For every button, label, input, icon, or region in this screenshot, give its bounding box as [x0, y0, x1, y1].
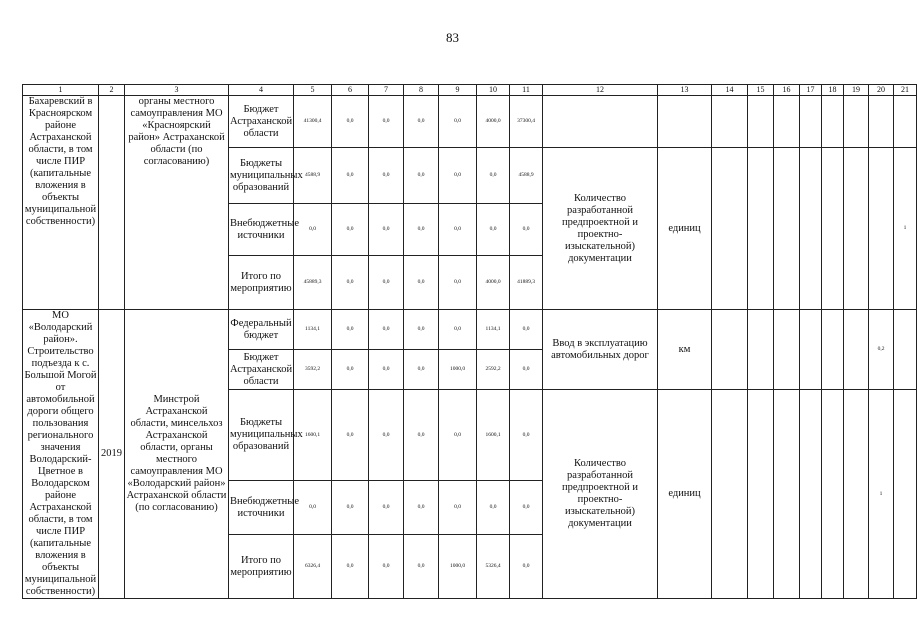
header-cell: 6 — [332, 85, 369, 96]
funding-source-cell: Внебюджетные источники — [229, 481, 294, 535]
header-cell: 14 — [712, 85, 748, 96]
unit-cell: км — [658, 310, 712, 390]
value-cell: 2592,2 — [477, 350, 510, 390]
year-value-cell — [712, 96, 748, 148]
page-number: 83 — [446, 30, 459, 45]
header-cell: 11 — [510, 85, 543, 96]
year-value-cell — [748, 96, 774, 148]
year-cell: 2019 — [99, 310, 125, 599]
year-value-cell — [748, 310, 774, 390]
year-value-cell — [774, 310, 800, 390]
indicator-cell: Ввод в эксплуатацию автомобильных дорог — [543, 310, 658, 390]
header-cell: 8 — [404, 85, 439, 96]
year-value-cell: 0,2 — [869, 310, 894, 390]
value-cell: 0,0 — [369, 310, 404, 350]
value-cell: 3592,2 — [294, 350, 332, 390]
unit-cell: единиц — [658, 390, 712, 599]
header-cell: 5 — [294, 85, 332, 96]
value-cell: 0,0 — [404, 310, 439, 350]
value-cell: 0,0 — [477, 204, 510, 256]
value-cell: 0,0 — [439, 204, 477, 256]
value-cell: 0,0 — [439, 481, 477, 535]
year-value-cell — [844, 390, 869, 599]
indicator-cell: Количество разработанной предпроектной и проектно-изыскательной) документации — [543, 390, 658, 599]
year-value-cell — [712, 310, 748, 390]
value-cell: 0,0 — [294, 481, 332, 535]
value-cell: 0,0 — [332, 535, 369, 599]
year-value-cell — [800, 310, 822, 390]
value-cell: 0,0 — [369, 256, 404, 310]
header-cell: 19 — [844, 85, 869, 96]
value-cell: 0,0 — [439, 148, 477, 204]
value-cell: 0,0 — [369, 204, 404, 256]
table-row — [23, 96, 917, 148]
header-cell: 12 — [543, 85, 658, 96]
value-cell: 0,0 — [404, 148, 439, 204]
indicator-cell: Количество разработанной предпроектной и проектно-изыскательной) документации — [543, 148, 658, 310]
program-table — [22, 84, 917, 599]
year-value-cell: 1 — [894, 148, 917, 310]
year-value-cell — [774, 390, 800, 599]
year-value-cell — [748, 148, 774, 310]
funding-source-cell: Итого по мероприятию — [229, 535, 294, 599]
funding-source-cell: Федеральный бюджет — [229, 310, 294, 350]
value-cell: 0,0 — [510, 204, 543, 256]
value-cell: 0,0 — [332, 350, 369, 390]
value-cell: 1000,0 — [439, 535, 477, 599]
year-value-cell — [822, 148, 844, 310]
year-value-cell — [822, 96, 844, 148]
header-cell: 16 — [774, 85, 800, 96]
year-value-cell — [894, 310, 917, 390]
value-cell: 0,0 — [369, 390, 404, 481]
funding-source-cell: Бюджеты муниципальных образований — [229, 148, 294, 204]
value-cell: 6326,4 — [294, 535, 332, 599]
value-cell: 0,0 — [439, 256, 477, 310]
executor-cell: органы местного самоуправления МО «Красноярский район» Астраханской области (по согласованию) — [125, 96, 229, 310]
value-cell: 0,0 — [439, 96, 477, 148]
value-cell: 1134,1 — [477, 310, 510, 350]
header-cell: 10 — [477, 85, 510, 96]
value-cell: 0,0 — [404, 350, 439, 390]
value-cell: 1600,1 — [477, 390, 510, 481]
value-cell: 0,0 — [477, 148, 510, 204]
value-cell: 0,0 — [369, 535, 404, 599]
value-cell: 4000,0 — [477, 96, 510, 148]
value-cell: 0,0 — [369, 148, 404, 204]
value-cell: 0,0 — [332, 390, 369, 481]
header-cell: 9 — [439, 85, 477, 96]
value-cell: 0,0 — [404, 481, 439, 535]
header-row — [23, 85, 917, 96]
year-value-cell — [844, 148, 869, 310]
year-value-cell — [712, 148, 748, 310]
value-cell: 4588,9 — [294, 148, 332, 204]
year-value-cell: 1 — [869, 390, 894, 599]
year-value-cell — [800, 148, 822, 310]
value-cell: 4000,0 — [477, 256, 510, 310]
value-cell: 0,0 — [439, 390, 477, 481]
year-value-cell — [774, 148, 800, 310]
header-cell: 1 — [23, 85, 99, 96]
value-cell: 37300,4 — [510, 96, 543, 148]
header-cell: 2 — [99, 85, 125, 96]
year-value-cell — [774, 96, 800, 148]
year-value-cell — [869, 148, 894, 310]
year-value-cell — [748, 390, 774, 599]
value-cell: 0,0 — [332, 148, 369, 204]
header-cell: 7 — [369, 85, 404, 96]
year-value-cell — [894, 390, 917, 599]
value-cell: 0,0 — [369, 350, 404, 390]
value-cell: 0,0 — [510, 390, 543, 481]
indicator-cell — [543, 96, 658, 148]
value-cell: 0,0 — [510, 535, 543, 599]
measure-name-cell: МО «Володарский район». Строительство подъезда к с. Большой Могой от автомобильной дороги общего пользования регионального значения Володарский-Цветное в Володарском районе Астраханской области, в том числе ПИР (капитальные вложения в объекты муниципальной собственности) — [24, 310, 97, 597]
year-value-cell — [712, 390, 748, 599]
year-value-cell — [822, 390, 844, 599]
value-cell: 0,0 — [510, 310, 543, 350]
funding-source-cell: Бюджет Астраханской области — [229, 96, 294, 148]
executor-cell: Минстрой Астраханской области, минсельхоз Астраханской области, органы местного самоуправления МО «Володарский район» Астраханской области (по согласованию) — [125, 310, 229, 599]
value-cell: 0,0 — [369, 481, 404, 535]
value-cell: 0,0 — [332, 256, 369, 310]
value-cell: 41889,3 — [510, 256, 543, 310]
value-cell: 0,0 — [332, 204, 369, 256]
unit-cell — [658, 96, 712, 148]
value-cell: 0,0 — [404, 535, 439, 599]
value-cell: 0,0 — [332, 481, 369, 535]
unit-cell: единиц — [658, 148, 712, 310]
value-cell: 0,0 — [477, 481, 510, 535]
value-cell: 0,0 — [404, 390, 439, 481]
value-cell: 4588,9 — [510, 148, 543, 204]
value-cell: 45889,3 — [294, 256, 332, 310]
header-cell: 13 — [658, 85, 712, 96]
year-value-cell — [844, 310, 869, 390]
funding-source-cell: Бюджеты муниципальных образований — [229, 390, 294, 481]
header-cell: 17 — [800, 85, 822, 96]
table-row — [23, 310, 917, 350]
value-cell: 0,0 — [294, 204, 332, 256]
value-cell: 1600,1 — [294, 390, 332, 481]
year-value-cell — [894, 96, 917, 148]
year-value-cell — [800, 390, 822, 599]
funding-source-cell: Внебюджетные источники — [229, 204, 294, 256]
value-cell: 5326,4 — [477, 535, 510, 599]
year-value-cell — [844, 96, 869, 148]
value-cell: 0,0 — [404, 256, 439, 310]
value-cell: 0,0 — [510, 350, 543, 390]
value-cell: 0,0 — [439, 310, 477, 350]
year-value-cell — [822, 310, 844, 390]
value-cell: 0,0 — [404, 204, 439, 256]
value-cell: 0,0 — [404, 96, 439, 148]
measure-name-cell: Бахаревский в Красноярском районе Астраханской области, в том числе ПИР (капитальные вложения в объекты муниципальной собственности) — [23, 96, 99, 310]
header-cell: 20 — [869, 85, 894, 96]
funding-source-cell: Бюджет Астраханской области — [229, 350, 294, 390]
year-value-cell — [869, 96, 894, 148]
funding-source-cell: Итого по мероприятию — [229, 256, 294, 310]
value-cell: 1134,1 — [294, 310, 332, 350]
value-cell: 0,0 — [332, 310, 369, 350]
year-cell — [99, 96, 125, 310]
value-cell: 0,0 — [510, 481, 543, 535]
header-cell: 15 — [748, 85, 774, 96]
header-cell: 18 — [822, 85, 844, 96]
value-cell: 41300,4 — [294, 96, 332, 148]
value-cell: 0,0 — [369, 96, 404, 148]
header-cell: 3 — [125, 85, 229, 96]
value-cell: 0,0 — [332, 96, 369, 148]
year-value-cell — [800, 96, 822, 148]
value-cell: 1000,0 — [439, 350, 477, 390]
header-cell: 21 — [894, 85, 917, 96]
header-cell: 4 — [229, 85, 294, 96]
